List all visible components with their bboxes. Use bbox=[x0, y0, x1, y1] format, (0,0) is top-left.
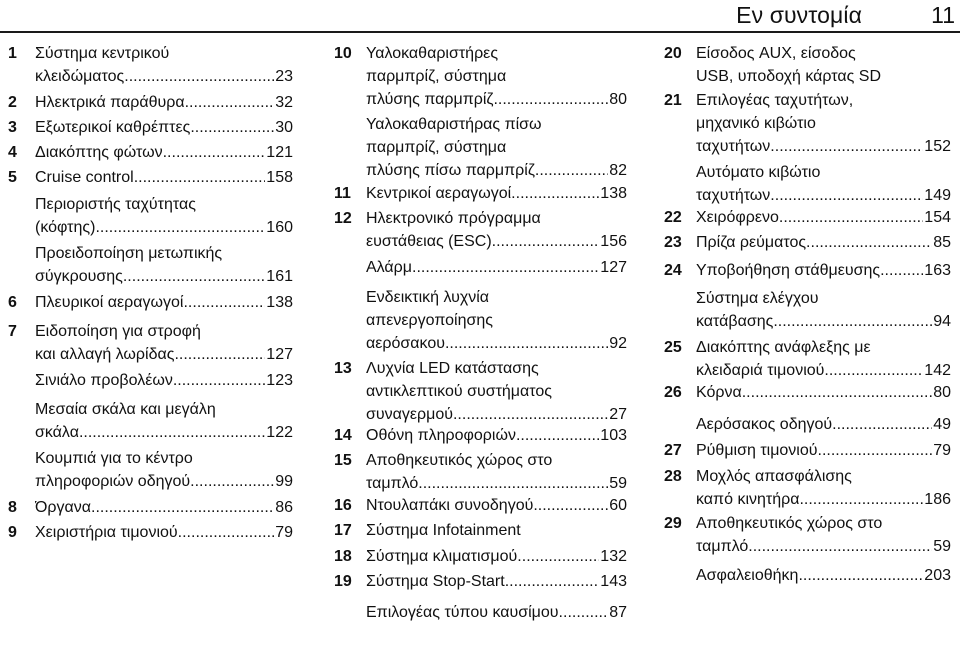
dot-leader bbox=[880, 259, 923, 282]
entry-line bbox=[696, 231, 951, 254]
entry-text: Αποθηκευτικός χώρος στο bbox=[696, 515, 883, 532]
entry-text: πληροφοριών οδηγού bbox=[35, 473, 191, 490]
entry-line bbox=[366, 230, 627, 253]
entry-line bbox=[366, 601, 627, 624]
entry-text: καπό κινητήρα bbox=[696, 491, 800, 508]
dot-leader bbox=[742, 381, 932, 404]
dot-leader bbox=[806, 231, 932, 254]
entry-number: 3 bbox=[8, 119, 17, 136]
dot-leader bbox=[818, 439, 933, 462]
dot-leader bbox=[832, 413, 932, 436]
entry-line bbox=[366, 256, 627, 279]
entry-text: αερόσακου bbox=[366, 335, 445, 352]
dot-leader bbox=[511, 182, 599, 205]
entry-text: Χειριστήρια τιμονιού bbox=[35, 524, 178, 541]
entry-number: 1 bbox=[8, 45, 17, 62]
entry-text: Μεσαία σκάλα και μεγάλη bbox=[35, 401, 216, 418]
entry-line bbox=[696, 184, 951, 207]
entry-text: (κόφτης) bbox=[35, 219, 96, 236]
entry-text: ταχυτήτων bbox=[696, 187, 771, 204]
entry-line bbox=[366, 403, 627, 426]
entry-number: 18 bbox=[334, 548, 352, 565]
entry-line bbox=[696, 413, 951, 436]
dot-leader bbox=[418, 472, 608, 495]
entry-page-number: 156 bbox=[600, 233, 627, 250]
entry-number: 7 bbox=[8, 323, 17, 340]
entry-page-number: 80 bbox=[933, 384, 951, 401]
entry-text: απενεργοποίησης bbox=[366, 312, 493, 329]
entry-number: 5 bbox=[8, 169, 17, 186]
entry-line bbox=[696, 135, 951, 158]
entry-text: Αυτόματο κιβώτιο bbox=[696, 164, 821, 181]
page-number: 11 bbox=[931, 2, 955, 28]
entry-page-number: 92 bbox=[609, 335, 627, 352]
entry-page-number: 86 bbox=[275, 499, 293, 516]
entry-line bbox=[35, 496, 293, 519]
entry-text: Ασφαλειοθήκη bbox=[696, 567, 799, 584]
entry-text: Υαλοκαθαριστήρας πίσω bbox=[366, 116, 542, 133]
entry-line bbox=[35, 65, 293, 88]
page-header bbox=[0, 0, 960, 33]
entry-text: Ενδεικτική λυχνία bbox=[366, 289, 490, 306]
entry-text: Κουμπιά για το κέντρο bbox=[35, 450, 193, 467]
entry-text: USB, υποδοχή κάρτας SD bbox=[696, 68, 882, 85]
entry-number: 26 bbox=[664, 384, 682, 401]
entry-page-number: 32 bbox=[275, 94, 293, 111]
dot-leader bbox=[798, 564, 923, 587]
entry-line bbox=[366, 159, 627, 182]
dot-leader bbox=[516, 424, 599, 447]
entry-page-number: 60 bbox=[609, 497, 627, 514]
entry-page-number: 149 bbox=[924, 187, 951, 204]
entry-text: μηχανικό κιβώτιο bbox=[696, 115, 816, 132]
entry-page-number: 49 bbox=[933, 416, 951, 433]
entry-page-number: 87 bbox=[609, 604, 627, 621]
entry-line bbox=[366, 494, 627, 517]
entry-text: ταχυτήτων bbox=[696, 138, 771, 155]
entry-text: Οθόνη πληροφοριών bbox=[366, 427, 516, 444]
entry-number: 27 bbox=[664, 442, 682, 459]
entry-text: σκάλα bbox=[35, 424, 79, 441]
dot-leader bbox=[770, 135, 923, 158]
entry-page-number: 122 bbox=[266, 424, 293, 441]
entry-text: Διακόπτης ανάφλεξης με bbox=[696, 339, 871, 356]
dot-leader bbox=[95, 216, 265, 239]
entry-text: αντικλεπτικού συστήματος bbox=[366, 383, 552, 400]
entry-text: Ηλεκτρικά παράθυρα bbox=[35, 94, 185, 111]
entry-text: πλύσης πίσω παρμπρίζ bbox=[366, 162, 535, 179]
entry-text: συναγερμού bbox=[366, 406, 453, 423]
entry-line bbox=[366, 182, 627, 205]
entry-page-number: 79 bbox=[275, 524, 293, 541]
dot-leader bbox=[124, 65, 274, 88]
entry-text: Ρύθμιση τιμονιού bbox=[696, 442, 818, 459]
entry-text: Μοχλός απασφάλισης bbox=[696, 468, 852, 485]
entry-line bbox=[366, 472, 627, 495]
entry-text: Κεντρικοί αεραγωγοί bbox=[366, 185, 512, 202]
entry-number: 9 bbox=[8, 524, 17, 541]
entry-page-number: 30 bbox=[275, 119, 293, 136]
entry-text: Υαλοκαθαριστήρες bbox=[366, 45, 499, 62]
entry-line bbox=[696, 206, 951, 229]
entry-text: και αλλαγή λωρίδας bbox=[35, 346, 175, 363]
entry-line bbox=[35, 470, 293, 493]
dot-leader bbox=[190, 116, 274, 139]
entry-number: 6 bbox=[8, 294, 17, 311]
entry-line bbox=[35, 216, 293, 239]
entry-number: 29 bbox=[664, 515, 682, 532]
entry-number: 23 bbox=[664, 234, 682, 251]
entry-text: ταμπλό bbox=[366, 475, 419, 492]
entry-text: Αποθηκευτικός χώρος στο bbox=[366, 452, 553, 469]
dot-leader bbox=[517, 545, 599, 568]
entry-line bbox=[35, 91, 293, 114]
entry-line bbox=[696, 488, 951, 511]
entry-number: 28 bbox=[664, 468, 682, 485]
dot-leader bbox=[453, 403, 608, 426]
entry-page-number: 79 bbox=[933, 442, 951, 459]
dot-leader bbox=[799, 488, 923, 511]
dot-leader bbox=[163, 141, 266, 164]
dot-leader bbox=[773, 310, 932, 333]
entry-text: Επιλογέας ταχυτήτων, bbox=[696, 92, 854, 109]
entry-text: Πλευρικοί αεραγωγοί bbox=[35, 294, 184, 311]
entry-text: Είσοδος AUX, είσοδος bbox=[696, 45, 856, 62]
entry-text: κλειδαριά τιμονιού bbox=[696, 362, 825, 379]
dot-leader bbox=[493, 88, 608, 111]
entry-text: κλειδώματος bbox=[35, 68, 125, 85]
entry-line bbox=[35, 369, 293, 392]
dot-leader bbox=[173, 369, 265, 392]
entry-page-number: 85 bbox=[933, 234, 951, 251]
entry-line bbox=[366, 332, 627, 355]
entry-page-number: 23 bbox=[275, 68, 293, 85]
entry-page-number: 161 bbox=[266, 268, 293, 285]
entry-line bbox=[35, 291, 293, 314]
entry-line bbox=[366, 545, 627, 568]
entry-page-number: 123 bbox=[266, 372, 293, 389]
entry-number: 13 bbox=[334, 360, 352, 377]
entry-text: παρμπρίζ, σύστημα bbox=[366, 68, 507, 85]
entry-text: Περιοριστής ταχύτητας bbox=[35, 196, 196, 213]
entry-number: 14 bbox=[334, 427, 352, 444]
dot-leader bbox=[183, 291, 265, 314]
entry-text: σύγκρουσης bbox=[35, 268, 123, 285]
entry-line bbox=[366, 88, 627, 111]
dot-leader bbox=[134, 166, 266, 189]
entry-page-number: 82 bbox=[609, 162, 627, 179]
dot-leader bbox=[412, 256, 599, 279]
entry-page-number: 203 bbox=[924, 567, 951, 584]
entry-text: κατάβασης bbox=[696, 313, 774, 330]
entry-number: 20 bbox=[664, 45, 682, 62]
entry-text: Χειρόφρενο bbox=[696, 209, 779, 226]
dot-leader bbox=[779, 206, 923, 229]
entry-line bbox=[35, 343, 293, 366]
entry-text: Ειδοποίηση για στροφή bbox=[35, 323, 201, 340]
entry-page-number: 59 bbox=[609, 475, 627, 492]
dot-leader bbox=[492, 230, 600, 253]
dot-leader bbox=[123, 265, 265, 288]
dot-leader bbox=[535, 159, 608, 182]
dot-leader bbox=[185, 91, 275, 114]
entry-page-number: 99 bbox=[275, 473, 293, 490]
entry-text: πλύσης παρμπρίζ bbox=[366, 91, 494, 108]
entry-text: Εξωτερικοί καθρέπτες bbox=[35, 119, 191, 136]
entry-line bbox=[696, 259, 951, 282]
dot-leader bbox=[505, 570, 600, 593]
entry-page-number: 121 bbox=[266, 144, 293, 161]
entry-text: Αλάρμ bbox=[366, 259, 412, 276]
dot-leader bbox=[559, 601, 609, 624]
entry-number: 17 bbox=[334, 522, 352, 539]
entry-line bbox=[366, 424, 627, 447]
entry-number: 4 bbox=[8, 144, 17, 161]
entry-page-number: 80 bbox=[609, 91, 627, 108]
entry-page-number: 143 bbox=[600, 573, 627, 590]
dot-leader bbox=[445, 332, 608, 355]
entry-text: Σύστημα ελέγχου bbox=[696, 290, 819, 307]
entry-text: Σύστημα κεντρικού bbox=[35, 45, 170, 62]
entry-text: Cruise control bbox=[35, 169, 134, 186]
section-title: Εν συντομία bbox=[736, 2, 862, 28]
entry-text: Σύστημα Stop-Start bbox=[366, 573, 505, 590]
entry-line bbox=[366, 570, 627, 593]
entry-line bbox=[696, 439, 951, 462]
entry-line bbox=[696, 564, 951, 587]
entry-text: Προειδοποίηση μετωπικής bbox=[35, 245, 223, 262]
dot-leader bbox=[91, 496, 274, 519]
entry-text: Λυχνία LED κατάστασης bbox=[366, 360, 539, 377]
entry-text: Ντουλαπάκι συνοδηγού bbox=[366, 497, 534, 514]
entry-line bbox=[696, 381, 951, 404]
entry-page-number: 163 bbox=[924, 262, 951, 279]
entry-text: Σύστημα κλιματισμού bbox=[366, 548, 518, 565]
entry-number: 25 bbox=[664, 339, 682, 356]
entry-line bbox=[35, 421, 293, 444]
entry-number: 19 bbox=[334, 573, 352, 590]
entry-text: Σύστημα Infotainment bbox=[366, 522, 521, 539]
entry-number: 21 bbox=[664, 92, 682, 109]
entry-text: παρμπρίζ, σύστημα bbox=[366, 139, 507, 156]
entry-line bbox=[35, 265, 293, 288]
entry-number: 11 bbox=[334, 185, 351, 202]
entry-text: Υποβοήθηση στάθμευσης bbox=[696, 262, 881, 279]
entry-number: 2 bbox=[8, 94, 17, 111]
entry-page-number: 142 bbox=[924, 362, 951, 379]
entry-text: ευστάθειας (ESC) bbox=[366, 233, 492, 250]
entry-text: Κόρνα bbox=[696, 384, 742, 401]
entry-line bbox=[35, 141, 293, 164]
dot-leader bbox=[178, 521, 275, 544]
entry-page-number: 27 bbox=[609, 406, 627, 423]
entry-line bbox=[696, 535, 951, 558]
entry-page-number: 127 bbox=[600, 259, 627, 276]
entry-page-number: 103 bbox=[600, 427, 627, 444]
entry-page-number: 158 bbox=[266, 169, 293, 186]
entry-line bbox=[696, 359, 951, 382]
dot-leader bbox=[79, 421, 265, 444]
dot-leader bbox=[190, 470, 274, 493]
entry-number: 24 bbox=[664, 262, 682, 279]
entry-number: 10 bbox=[334, 45, 352, 62]
entry-text: Όργανα bbox=[35, 499, 91, 516]
entry-text: Επιλογέας τύπου καυσίμου bbox=[366, 604, 559, 621]
entry-number: 15 bbox=[334, 452, 352, 469]
entry-text: Ηλεκτρονικό πρόγραμμα bbox=[366, 210, 541, 227]
entry-page-number: 94 bbox=[933, 313, 951, 330]
entry-page-number: 127 bbox=[266, 346, 293, 363]
entry-line bbox=[35, 521, 293, 544]
entry-page-number: 154 bbox=[924, 209, 951, 226]
dot-leader bbox=[824, 359, 923, 382]
entry-line bbox=[696, 310, 951, 333]
entry-line bbox=[35, 116, 293, 139]
entry-text: Πρίζα ρεύματος bbox=[696, 234, 807, 251]
entry-page-number: 138 bbox=[600, 185, 627, 202]
entry-text: Αερόσακος οδηγού bbox=[696, 416, 833, 433]
entry-number: 12 bbox=[334, 210, 352, 227]
entry-number: 22 bbox=[664, 209, 682, 226]
entry-line bbox=[35, 166, 293, 189]
entry-text: Σινιάλο προβολέων bbox=[35, 372, 173, 389]
entry-page-number: 132 bbox=[600, 548, 627, 565]
dot-leader bbox=[174, 343, 265, 366]
entry-page-number: 138 bbox=[266, 294, 293, 311]
entry-number: 16 bbox=[334, 497, 352, 514]
dot-leader bbox=[748, 535, 932, 558]
entry-page-number: 152 bbox=[924, 138, 951, 155]
dot-leader bbox=[533, 494, 608, 517]
entry-page-number: 186 bbox=[924, 491, 951, 508]
entry-page-number: 160 bbox=[266, 219, 293, 236]
dot-leader bbox=[770, 184, 923, 207]
entry-text: Διακόπτης φώτων bbox=[35, 144, 163, 161]
entry-number: 8 bbox=[8, 499, 17, 516]
entry-text: ταμπλό bbox=[696, 538, 749, 555]
entry-page-number: 59 bbox=[933, 538, 951, 555]
